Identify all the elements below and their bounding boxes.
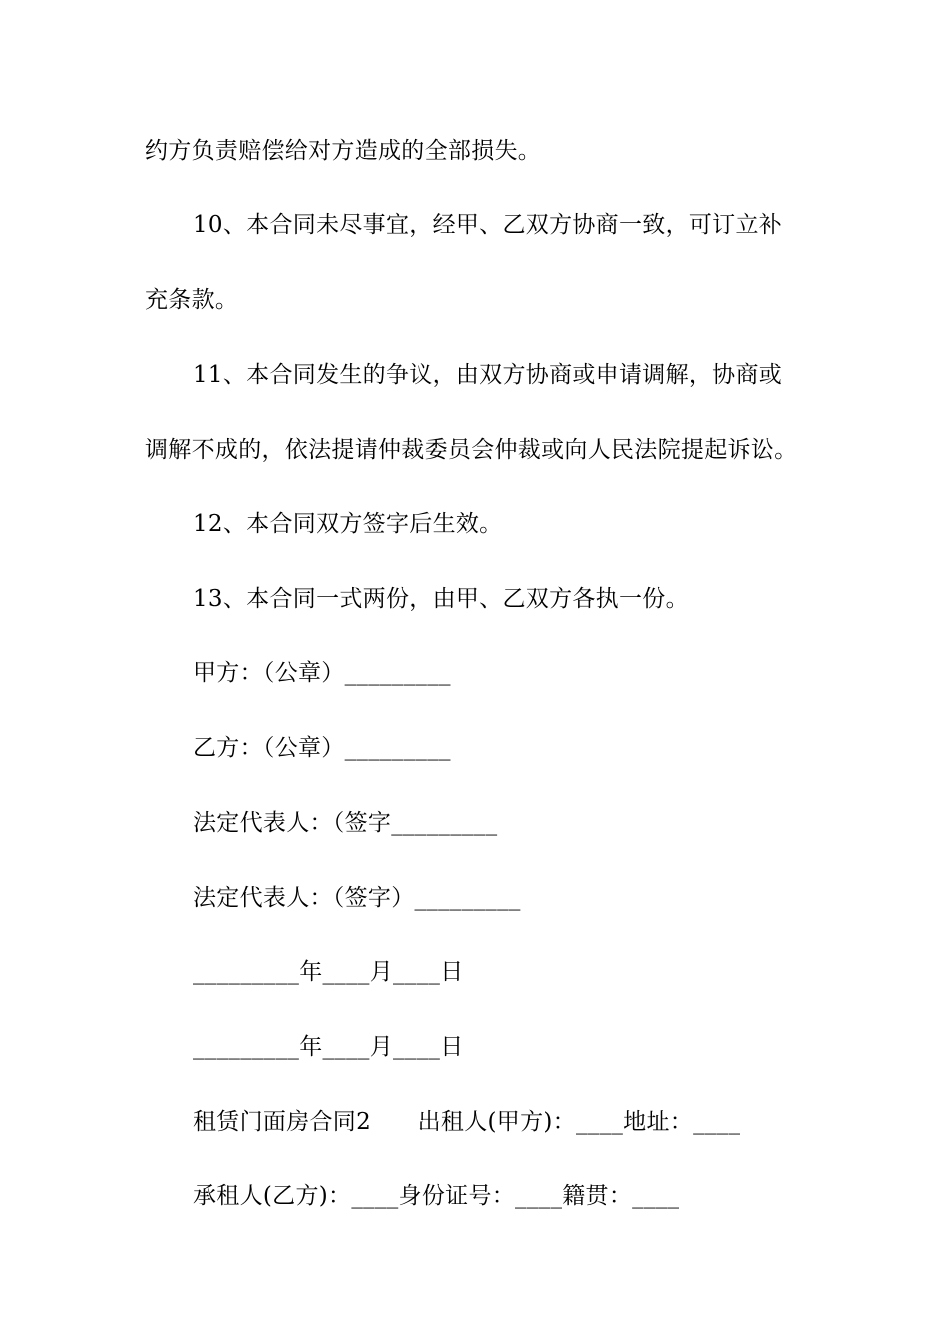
party-a-seal-line: 甲方：（公章）_________ [193,660,451,686]
clause-12: 12、本合同双方签字后生效。 [193,511,503,537]
clause-11-line-1: 11、本合同发生的争议，由双方协商或申请调解，协商或 [193,362,783,388]
clause-13: 13、本合同一式两份，由甲、乙双方各执一份。 [193,586,689,612]
legal-rep-signature-line-2: 法定代表人：（签字）_________ [193,885,521,911]
party-b-seal-line: 乙方：（公章）_________ [193,735,451,761]
date-line-1: _________年____月____日 [193,959,464,985]
clause-10-line-2: 充条款。 [145,287,239,313]
clause-11-line-2: 调解不成的，依法提请仲裁委员会仲裁或向人民法院提起诉讼。 [145,437,798,463]
lessee-info-line: 承租人(乙方)：____身份证号：____籍贯：____ [193,1183,680,1209]
date-line-2: _________年____月____日 [193,1034,464,1060]
contract-2-header-line: 租赁门面房合同2 出租人(甲方)：____地址：____ [193,1109,741,1135]
legal-rep-signature-line-1: 法定代表人：（签字_________ [193,810,498,836]
paragraph-line: 约方负责赔偿给对方造成的全部损失。 [145,138,542,164]
clause-10-line-1: 10、本合同未尽事宜，经甲、乙双方协商一致，可订立补 [193,212,783,238]
